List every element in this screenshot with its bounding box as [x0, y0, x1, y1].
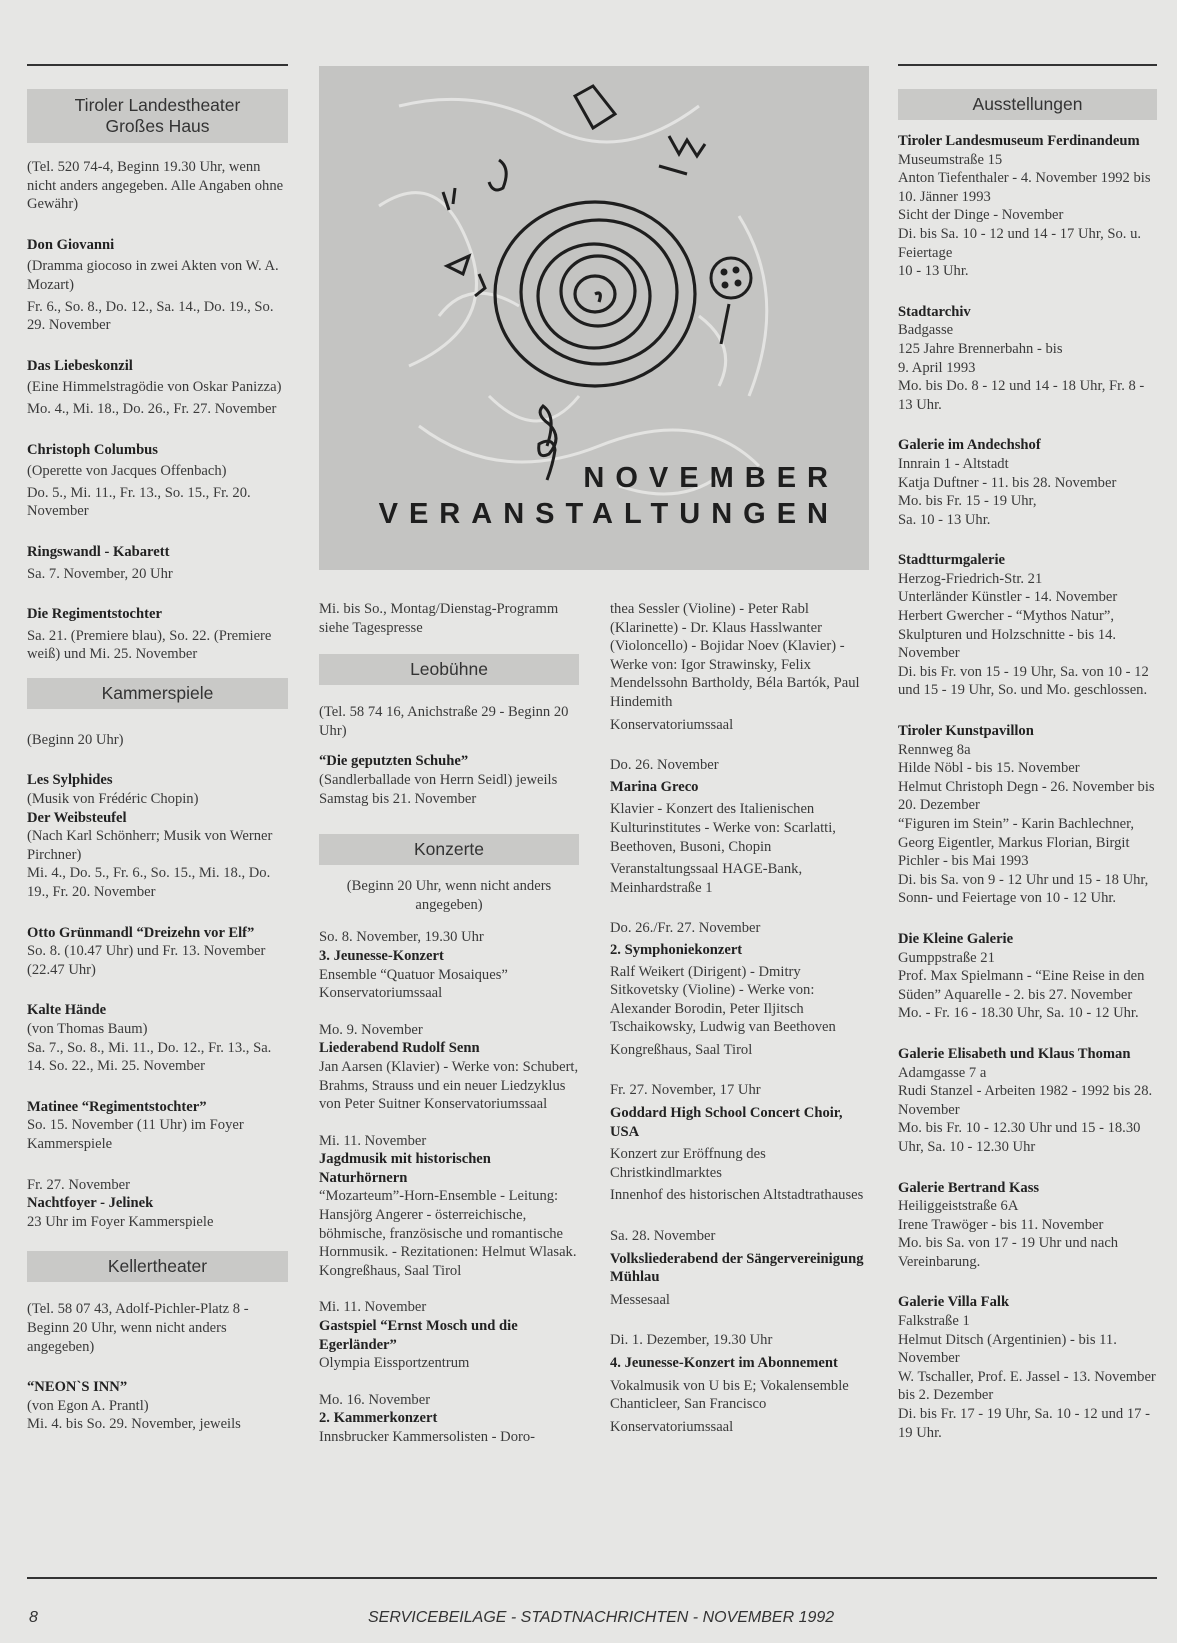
event-dates: Sa. 7. November, 20 Uhr [27, 565, 173, 582]
poster-title-line2: VERANSTALTUNGEN [378, 498, 839, 530]
event-date: Fr. 27. November [27, 1176, 130, 1193]
exhibition-details: Badgasse 125 Jahre Brennerbahn - bis 9. April 1993 Mo. bis Do. 8 - 12 und 14 - 18 Uhr, Fr. 8 - 13 Uhr. [898, 322, 1145, 413]
event-dates: Mi. 4. bis So. 29. November, jeweils [27, 1416, 241, 1433]
column-leobuehne-konzerte [319, 600, 579, 1447]
exhibition-item [898, 132, 1157, 281]
exhibition-details: Herzog-Friedrich-Str. 21 Unterländer Künstler - 14. November Herbert Gwercher - “Mythos Natur”, Skulpturen und Holzschnitte - bis 14. November Di. bis Fr. von 15 - 19 Uhr, Sa. von 10 - 12 und 15 - 19 Uhr, So. und Mo. geschlossen. [898, 570, 1149, 699]
event-venue: Konservatoriumssaal [610, 1418, 734, 1435]
exhibition-item [898, 1179, 1157, 1272]
event-desc: “Mozarteum”-Horn-Ensemble - Leitung: Hansjörg Angerer - österreichische, böhmische, französische und romantische Hornmusik. - Rezitationen: Helmut Wlasak. [319, 1188, 577, 1261]
event-desc: Klavier - Konzert des Italienischen Kulturinstitutes - Werke von: Scarlatti, Beethoven, Busoni, Chopin [610, 801, 836, 855]
exhibition-details: Rennweg 8a Hilde Nöbl - bis 15. November Helmut Christoph Degn - 26. November bis 20. Dezember “Figuren im Stein” - Karin Bachlechner, Georg Eigentler, Markus Florian, Birgit Pichler - bis Mai 1993 Di. bis Sa. von 9 - 12 Uhr und 15 - 18 Uhr, Sonn- und Feiertage von 10 - 12 Uhr. [898, 741, 1155, 907]
reel-icon [711, 258, 751, 298]
section-header-konzerte: Konzerte [319, 834, 579, 865]
exhibition-item [898, 1045, 1157, 1157]
event-date: Fr. 27. November, 17 Uhr [610, 1082, 761, 1099]
event-desc: Konzert zur Eröffnung des Christkindlmarktes [610, 1146, 766, 1181]
event-title: Marina Greco [610, 778, 699, 795]
exhibition-title: Stadtarchiv [898, 303, 971, 320]
exhibition-title: Tiroler Landesmuseum Ferdinandeum [898, 133, 1140, 149]
event-venue: Innenhof des historischen Altstadtrathauses [610, 1187, 864, 1204]
event-desc: 23 Uhr im Foyer Kammerspiele [27, 1213, 214, 1230]
event-title: Liederabend Rudolf Senn [319, 1040, 480, 1057]
top-rule-left [27, 64, 288, 66]
column-theater [27, 89, 288, 1434]
exhibition-item [898, 551, 1157, 700]
section-header-leobuehne: Leobühne [319, 654, 579, 685]
event-dates: Sa. 21. (Premiere blau), So. 22. (Premiere weiß) und Mi. 25. November [27, 627, 272, 663]
leo-intro: (Tel. 58 74 16, Anichstraße 29 - Beginn 20 Uhr) [319, 704, 569, 739]
event-title: Les Sylphides [27, 772, 113, 789]
event-title: Gastspiel “Ernst Mosch und die Egerländer” [319, 1318, 518, 1353]
event-date: Mi. 11. November [319, 1132, 427, 1149]
exhibition-details: Museumstraße 15 Anton Tiefenthaler - 4. November 1992 bis 10. Jänner 1993 Sicht der Dinge - November Di. bis Sa. 10 - 12 und 14 - 17 Uhr, So. u. Feiertage 10 - 13 Uhr. [898, 151, 1151, 280]
exhibition-item [898, 303, 1157, 415]
event-title: Jagdmusik mit historischen Naturhörnern [319, 1151, 491, 1186]
event-title: Volksliederabend der Sängervereinigung Mühlau [610, 1250, 864, 1286]
section-header-landestheater: Tiroler Landestheater Großes Haus [27, 89, 288, 143]
event-desc: (von Thomas Baum) [27, 1021, 148, 1037]
exhibition-item [898, 1293, 1157, 1442]
section-header-kellertheater: Kellertheater [27, 1251, 288, 1282]
column-ausstellungen [898, 89, 1157, 1442]
event-venue: Messesaal [610, 1291, 670, 1308]
spiral-artwork [319, 66, 869, 570]
event-desc: Ralf Weikert (Dirigent) - Dmitry Sitkovetsky (Violine) - Werke von: Alexander Borodin, Peter Iljitsch Tschaikowsky, Ludwig van Beethoven [610, 963, 836, 1036]
footer-title: SERVICEBEILAGE - STADTNACHRICHTEN - NOVEMBER 1992 [368, 1609, 835, 1626]
kammer-intro: (Beginn 20 Uhr) [27, 731, 124, 748]
event-date: Do. 26. November [610, 757, 719, 774]
exhibition-details: Gumppstraße 21 Prof. Max Spielmann - “Eine Reise in den Süden” Aquarelle - 2. bis 27. November Mo. - Fr. 16 - 18.30 Uhr, Sa. 10 - 12 Uhr. [898, 949, 1145, 1022]
event-venue: Kongreßhaus, Saal Tirol [319, 1262, 462, 1279]
exhibition-item [898, 722, 1157, 908]
event-date: Di. 1. Dezember, 19.30 Uhr [610, 1332, 773, 1349]
event-desc: Innsbrucker Kammersolisten - Doro- [319, 1429, 536, 1445]
event-desc: (Eine Himmelstragödie von Oskar Panizza) [27, 379, 282, 396]
event-title: Don Giovanni [27, 236, 115, 253]
event-title: 4. Jeunesse-Konzert im Abonnement [610, 1355, 838, 1371]
event-title: Das Liebeskonzil [27, 357, 133, 374]
event-desc: (Operette von Jacques Offenbach) [27, 463, 227, 480]
event-title: 2. Symphoniekonzert [610, 941, 743, 958]
exhibition-details: Innrain 1 - Altstadt Katja Duftner - 11. bis 28. November Mo. bis Fr. 15 - 19 Uhr, Sa. 10 - 13 Uhr. [898, 455, 1117, 528]
event-venue: Veranstaltungssaal HAGE-Bank, Meinhardstraße 1 [610, 861, 803, 896]
event-title: Nachtfoyer - Jelinek [27, 1195, 154, 1212]
theater-intro: (Tel. 520 74-4, Beginn 19.30 Uhr, wenn nicht anders angegeben. Alle Angaben ohne Gewähr) [27, 159, 284, 213]
event-title: Kalte Hände [27, 1002, 107, 1019]
event-title: Otto Grünmandl “Dreizehn vor Elf” [27, 924, 255, 941]
event-title: “NEON`S INN” [27, 1379, 128, 1396]
event-desc: (Sandlerballade von Herrn Seidl) jeweils Samstag bis 21. November [319, 771, 558, 807]
exhibition-title: Stadtturmgalerie [898, 552, 1005, 569]
event-title: Der Weibsteufel [27, 809, 127, 826]
event-dates: Do. 5., Mi. 11., Fr. 13., So. 15., Fr. 20. November [27, 484, 251, 520]
event-title: “Die geputzten Schuhe” [319, 753, 469, 770]
column-konzerte-cont [610, 600, 868, 1436]
exhibition-title: Die Kleine Galerie [898, 930, 1014, 947]
exhibition-title: Galerie Villa Falk [898, 1294, 1010, 1311]
exhibition-item [898, 436, 1157, 529]
exhibition-title: Galerie Bertrand Kass [898, 1179, 1040, 1196]
poster-title-line1: NOVEMBER [583, 462, 839, 494]
event-title: Ringswandl - Kabarett [27, 543, 170, 560]
event-dates: So. 8. (10.47 Uhr) und Fr. 13. November (22.47 Uhr) [27, 943, 266, 978]
event-date: So. 8. November, 19.30 Uhr [319, 929, 484, 946]
exhibition-details: Falkstraße 1 Helmut Ditsch (Argentinien) - bis 11. November W. Tschaller, Prof. E. Jassel - 13. November bis 2. Dezember Di. bis Fr. 17 - 19 Uhr, Sa. 10 - 12 und 17 - 19 Uhr. [898, 1313, 1156, 1441]
event-title: 3. Jeunesse-Konzert [319, 947, 444, 964]
event-desc: Vokalmusik von U bis E; Vokalensemble Chanticleer, San Francisco [610, 1377, 849, 1413]
event-date: Mo. 9. November [319, 1021, 423, 1038]
event-title: Matinee “Regimentstochter” [27, 1098, 207, 1115]
exhibition-title: Galerie im Andechshof [898, 437, 1041, 454]
event-desc: (Musik von Frédéric Chopin) [27, 791, 199, 808]
event-dates: Sa. 7., So. 8., Mi. 11., Do. 12., Fr. 13., Sa. 14. So. 22., Mi. 25. November [27, 1039, 272, 1075]
continued-text: Mi. bis So., Montag/Dienstag-Programm siehe Tagespresse [319, 601, 559, 636]
konzerte-intro: (Beginn 20 Uhr, wenn nicht anders angegeben) [346, 878, 552, 913]
event-title: Die Regimentstochter [27, 606, 162, 623]
poster-image [319, 66, 869, 570]
event-venue: Konservatoriumssaal [610, 716, 734, 733]
event-date: Mi. 11. November [319, 1299, 427, 1316]
event-date: Mo. 16. November [319, 1391, 431, 1408]
keller-intro: (Tel. 58 07 43, Adolf-Pichler-Platz 8 - Beginn 20 Uhr, wenn nicht anders angegeben) [27, 1301, 249, 1355]
exhibition-list [898, 132, 1157, 1442]
event-title: 2. Kammerkonzert [319, 1410, 438, 1427]
event-desc: Ensemble “Quatuor Mosaiques” Konservatoriumssaal [319, 966, 508, 1002]
event-desc: (von Egon A. Prantl) [27, 1397, 149, 1414]
top-rule-right [898, 64, 1157, 66]
continued-text: thea Sessler (Violine) - Peter Rabl (Klarinette) - Dr. Klaus Hasslwanter (Violoncello) - Bojidar Noev (Klavier) - Werke von: Igor Strawinsky, Felix Mendelssohn Bartholdy, Béla Bartók, Paul Hindemith [610, 601, 860, 710]
event-dates: So. 15. November (11 Uhr) im Foyer Kammerspiele [27, 1117, 244, 1152]
event-date: Sa. 28. November [610, 1228, 716, 1245]
exhibition-title: Tiroler Kunstpavillon [898, 723, 1034, 740]
exhibition-details: Heiliggeiststraße 6A Irene Trawöger - bis 11. November Mo. bis Sa. von 17 - 19 Uhr und nach Vereinbarung. [898, 1198, 1119, 1270]
event-dates: Fr. 6., So. 8., Do. 12., Sa. 14., Do. 19., So. 29. November [27, 298, 274, 334]
bottom-rule [27, 1577, 1157, 1579]
event-dates: Mo. 4., Mi. 18., Do. 26., Fr. 27. November [27, 400, 277, 417]
section-header-ausstellungen: Ausstellungen [898, 89, 1157, 120]
page-number: 8 [29, 1609, 38, 1626]
event-desc: Jan Aarsen (Klavier) - Werke von: Schubert, Brahms, Strauss und ein neuer Liedzyklus von Peter Suitner Konservatoriumssaal [319, 1058, 579, 1113]
event-venue: Olympia Eissportzentrum [319, 1355, 470, 1372]
exhibition-title: Galerie Elisabeth und Klaus Thoman [898, 1045, 1131, 1062]
event-venue: Kongreßhaus, Saal Tirol [610, 1041, 753, 1058]
section-header-kammerspiele: Kammerspiele [27, 678, 288, 709]
event-desc: (Dramma giocoso in zwei Akten von W. A. Mozart) [27, 258, 279, 293]
event-title: Goddard High School Concert Choir, USA [610, 1105, 843, 1140]
exhibition-details: Adamgasse 7 a Rudi Stanzel - Arbeiten 1982 - 1992 bis 28. November Mo. bis Fr. 10 - 12.30 Uhr und 15 - 18.30 Uhr, Sa. 10 - 12.30 Uhr [898, 1064, 1153, 1155]
event-dates: Mi. 4., Do. 5., Fr. 6., So. 15., Mi. 18., Do. 19., Fr. 20. November [27, 865, 271, 901]
event-desc: (Nach Karl Schönherr; Musik von Werner Pirchner) [27, 828, 273, 863]
exhibition-item [898, 930, 1157, 1023]
event-date: Do. 26./Fr. 27. November [610, 920, 761, 937]
event-title: Christoph Columbus [27, 441, 158, 458]
